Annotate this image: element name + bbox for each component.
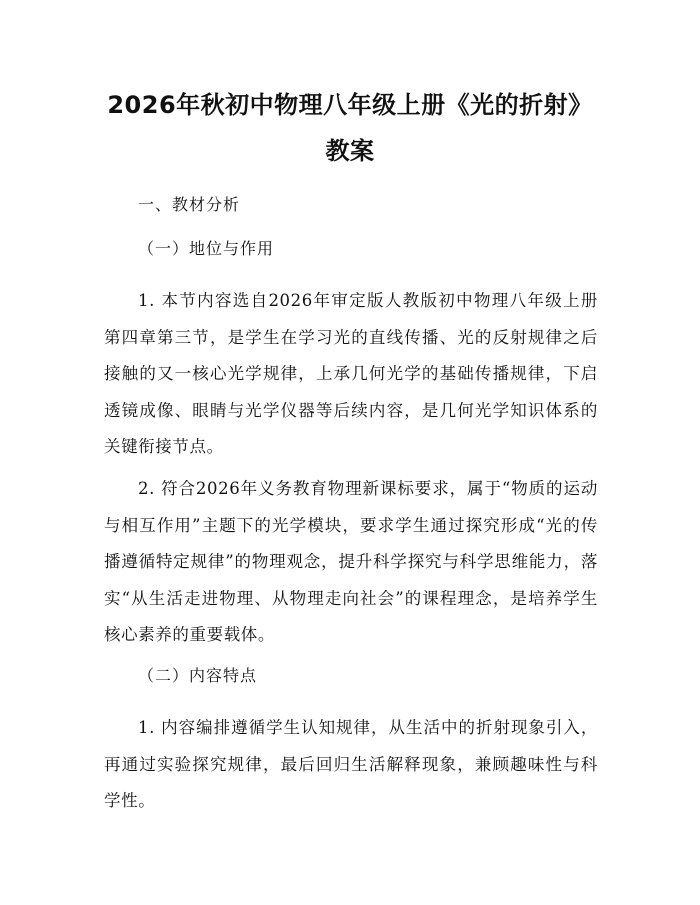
paragraph-position-1: 1. 本节内容选自2026年审定版人教版初中物理八年级上册第四章第三节，是学生在学习光的直线传播、光的反射规律之后接触的又一核心光学规律，上承几何光学的基础传播规律，下启透镜成像、眼睛与光学仪器等后续内容，是几何光学知识体系的关键衔接节点。 bbox=[104, 291, 598, 456]
document-title-line2: 教案 bbox=[325, 137, 375, 165]
document-title-line1: 2026年秋初中物理八年级上册《光的折射》 bbox=[107, 91, 593, 119]
subsection-heading-position-role: （一）地位与作用 bbox=[138, 239, 275, 258]
paragraph-features-1: 1. 内容编排遵循学生认知规律，从生活中的折射现象引入，再通过实验探究规律，最后回归生活解释现象，兼顾趣味性与科学性。 bbox=[104, 718, 598, 810]
paragraph-position-2: 2. 符合2026年义务教育物理新课标要求，属于“物质的运动与相互作用”主题下的光学模块，要求学生通过探究形成“光的传播遵循特定规律”的物理观念，提升科学探究与科学思维能力，落实“从生活走进物理、从物理走向社会”的课程理念，是培养学生核心素养的重要载体。 bbox=[104, 479, 598, 644]
section-heading-textbook-analysis: 一、教材分析 bbox=[138, 195, 241, 214]
subsection-heading-content-features: （二）内容特点 bbox=[138, 666, 258, 685]
